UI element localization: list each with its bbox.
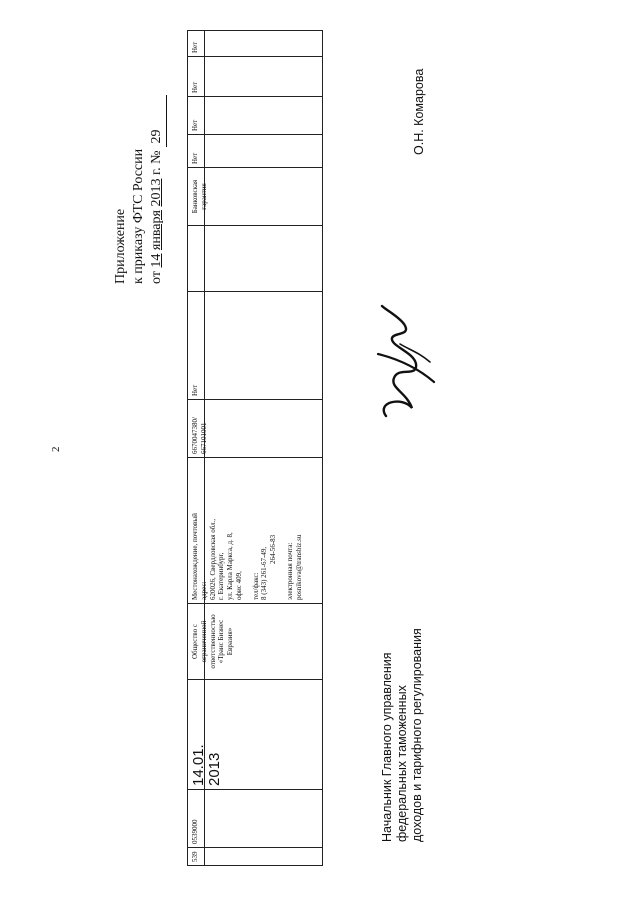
appendix-title: Приложение bbox=[113, 208, 128, 284]
organization-address bbox=[191, 461, 303, 600]
email-address: posnikova@transbiz.su bbox=[294, 534, 303, 600]
name-line: ответственностью bbox=[208, 614, 217, 669]
cell-date bbox=[188, 679, 322, 789]
cell-inn-kpp bbox=[188, 399, 322, 457]
organization-name bbox=[191, 607, 235, 676]
phone-line: 264-56-83 bbox=[269, 534, 277, 564]
cell-row-number bbox=[188, 847, 322, 865]
inn-kpp bbox=[191, 403, 209, 454]
order-month: января bbox=[149, 210, 164, 251]
net-value: Нет bbox=[191, 41, 199, 53]
cell-net-3 bbox=[188, 56, 322, 96]
email-label: электронная почта: bbox=[285, 542, 294, 600]
registry-table bbox=[187, 30, 323, 866]
year-suffix: г. bbox=[149, 167, 164, 176]
title-line: федеральных таможенных bbox=[395, 685, 409, 842]
page-number-text: 2 bbox=[50, 446, 62, 452]
number-sign: № bbox=[149, 150, 164, 164]
guarantee-type: Банковская гарантия bbox=[191, 179, 208, 214]
address-line: 620026, Свердловская обл., bbox=[208, 518, 217, 600]
net-value: Нет bbox=[191, 119, 199, 131]
name-line: «Транс Бизнес Евразия» bbox=[217, 619, 234, 664]
handwritten-signature bbox=[372, 302, 442, 422]
appendix-header bbox=[112, 95, 167, 284]
cell-blank bbox=[188, 225, 322, 291]
signatory-title bbox=[380, 628, 425, 842]
customs-code: 0539000 bbox=[191, 819, 199, 844]
phone-line: 8 (343) 261-67-49, bbox=[260, 546, 269, 600]
net-value: Нет bbox=[191, 152, 199, 164]
date-line-1: 14.01. bbox=[190, 744, 207, 786]
net-value: Нет bbox=[191, 81, 199, 93]
address-line: ул. Карла Маркса, д. 8, bbox=[226, 532, 234, 600]
date-line-2: 2013 bbox=[205, 752, 223, 786]
address-line: офис 409, bbox=[234, 571, 243, 600]
spacer bbox=[278, 461, 286, 600]
branches-value: Нет bbox=[191, 384, 199, 396]
order-reference: к приказу ФТС России bbox=[131, 148, 146, 284]
from-label: от bbox=[149, 271, 164, 284]
address-line: г. Екатеринбург, bbox=[217, 552, 226, 600]
order-date-line bbox=[148, 95, 167, 284]
name-line: ограниченной bbox=[199, 620, 208, 663]
phone-line: тел/факс: bbox=[251, 572, 260, 600]
signer-name: О.Н. Комарова bbox=[412, 68, 426, 155]
cell-net-2 bbox=[188, 96, 322, 134]
order-number: 29 bbox=[149, 129, 164, 144]
cell-branches bbox=[188, 291, 322, 399]
registration-date bbox=[191, 683, 223, 786]
cell-customs-code bbox=[188, 789, 322, 847]
order-day: 14 bbox=[149, 253, 164, 268]
title-line: доходов и тарифного регулирования bbox=[410, 628, 424, 842]
inn: 6670047380/ bbox=[191, 417, 199, 454]
cell-address bbox=[188, 457, 322, 603]
cell-guarantee bbox=[188, 167, 322, 225]
cell-net-1 bbox=[188, 134, 322, 167]
row-number: 539 bbox=[191, 851, 199, 862]
address-line: адрес: bbox=[199, 581, 208, 600]
title-line: Начальник Главного управления bbox=[380, 652, 394, 842]
cell-net-4 bbox=[188, 31, 322, 56]
kpp: 667101001 bbox=[199, 422, 208, 454]
cell-organization-name bbox=[188, 603, 322, 679]
address-line: Местонахождение, почтовый bbox=[191, 513, 199, 600]
spacer bbox=[244, 461, 252, 600]
order-year: 2013 bbox=[149, 178, 164, 207]
name-line: Общество с bbox=[191, 623, 199, 660]
order-number-field bbox=[148, 95, 167, 147]
